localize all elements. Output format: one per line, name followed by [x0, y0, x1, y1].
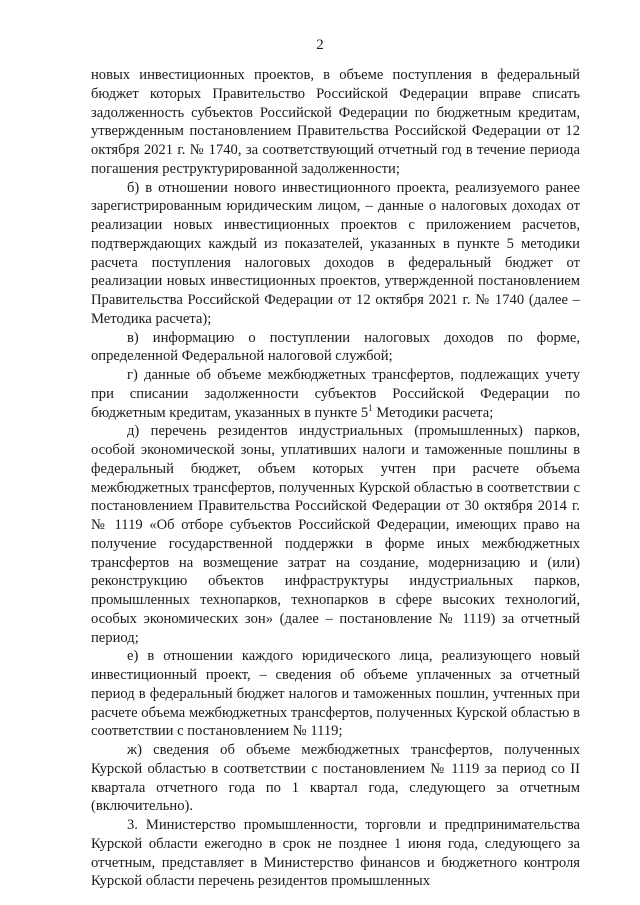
document-body: [91, 66, 580, 891]
paragraph-b: б) в отношении нового инвестиционного проекта, реализуемого ранее зарегистрированным юридическим лицом, – данные о налоговых доходах от реализации новых инвестиционных проектов с приложением расчетов, подтверждающих каждый из показателей, указанных в пункте 5 методики расчета поступления налоговых доходов в федеральный бюджет от реализации новых инвестиционных проектов, утвержденной постановлением Правительства Российской Федерации от 12 октября 2021 г. № 1740 (далее – Методика расчета);: [91, 179, 580, 327]
paragraph-zh: ж) сведения об объеме межбюджетных трансфертов, полученных Курской областью в соответствии с постановлением № 1119 за период со II квартала отчетного года по 1 квартал года, следующего за отчетным (включительно).: [91, 742, 580, 815]
paragraph-g: [91, 366, 580, 422]
paragraph-g-text-end: Методики расчета;: [372, 404, 494, 421]
paragraph-g-text: г) данные об объеме межбюджетных трансфертов, подлежащих учету при списании задолженности субъектов Российской Федерации по бюджетным кредитам, указанных в пункте 5: [91, 367, 580, 421]
paragraph-3: 3. Министерство промышленности, торговли и предпринимательства Курской области ежегодно в срок не позднее 1 июня года, следующего за отчетным, представляет в Министерство финансов и бюджетного контроля Курской области перечень резидентов промышленных: [91, 817, 580, 890]
page-number: 2: [316, 37, 324, 53]
paragraph-v: в) информацию о поступлении налоговых доходов по форме, определенной Федеральной налоговой службой;: [91, 329, 580, 365]
paragraph-g-superscript: 1: [368, 402, 373, 413]
paragraph-d: д) перечень резидентов индустриальных (промышленных) парков, особой экономической зоны, уплативших налоги и таможенные пошлины в федеральный бюджет, объем которых учтен при расчете объема межбюджетных трансфертов, полученных Курской областью в соответствии с постановлением Правительства Российской Федерации от 30 октября 2014 г. № 1119 «Об отборе субъектов Российской Федерации, имеющих право на получение государственной поддержки в форме иных межбюджетных трансфертов на возмещение затрат на создание, модернизацию и (или) реконструкцию объектов инфраструктуры индустриальных парков, промышленных технопарков, технопарков в сфере высоких технологий, особых экономических зон» (далее – постановление № 1119) за отчетный период;: [91, 423, 580, 646]
paragraph-continuation: новых инвестиционных проектов, в объеме поступления в федеральный бюджет которых Правительство Российской Федерации вправе списать задолженность субъектов Российской Федерации по бюджетным кредитам, утвержденным постановлением Правительства Российской Федерации от 12 октября 2021 г. № 1740, за соответствующий отчетный год в течение периода погашения реструктурированной задолженности;: [91, 67, 580, 177]
paragraph-e: е) в отношении каждого юридического лица, реализующего новый инвестиционный проект, – сведения об объеме уплаченных за отчетный период в федеральный бюджет налогов и таможенных пошлин, учтенных при расчете объема межбюджетных трансфертов, полученных Курской областью в соответствии с постановлением № 1119;: [91, 648, 580, 740]
